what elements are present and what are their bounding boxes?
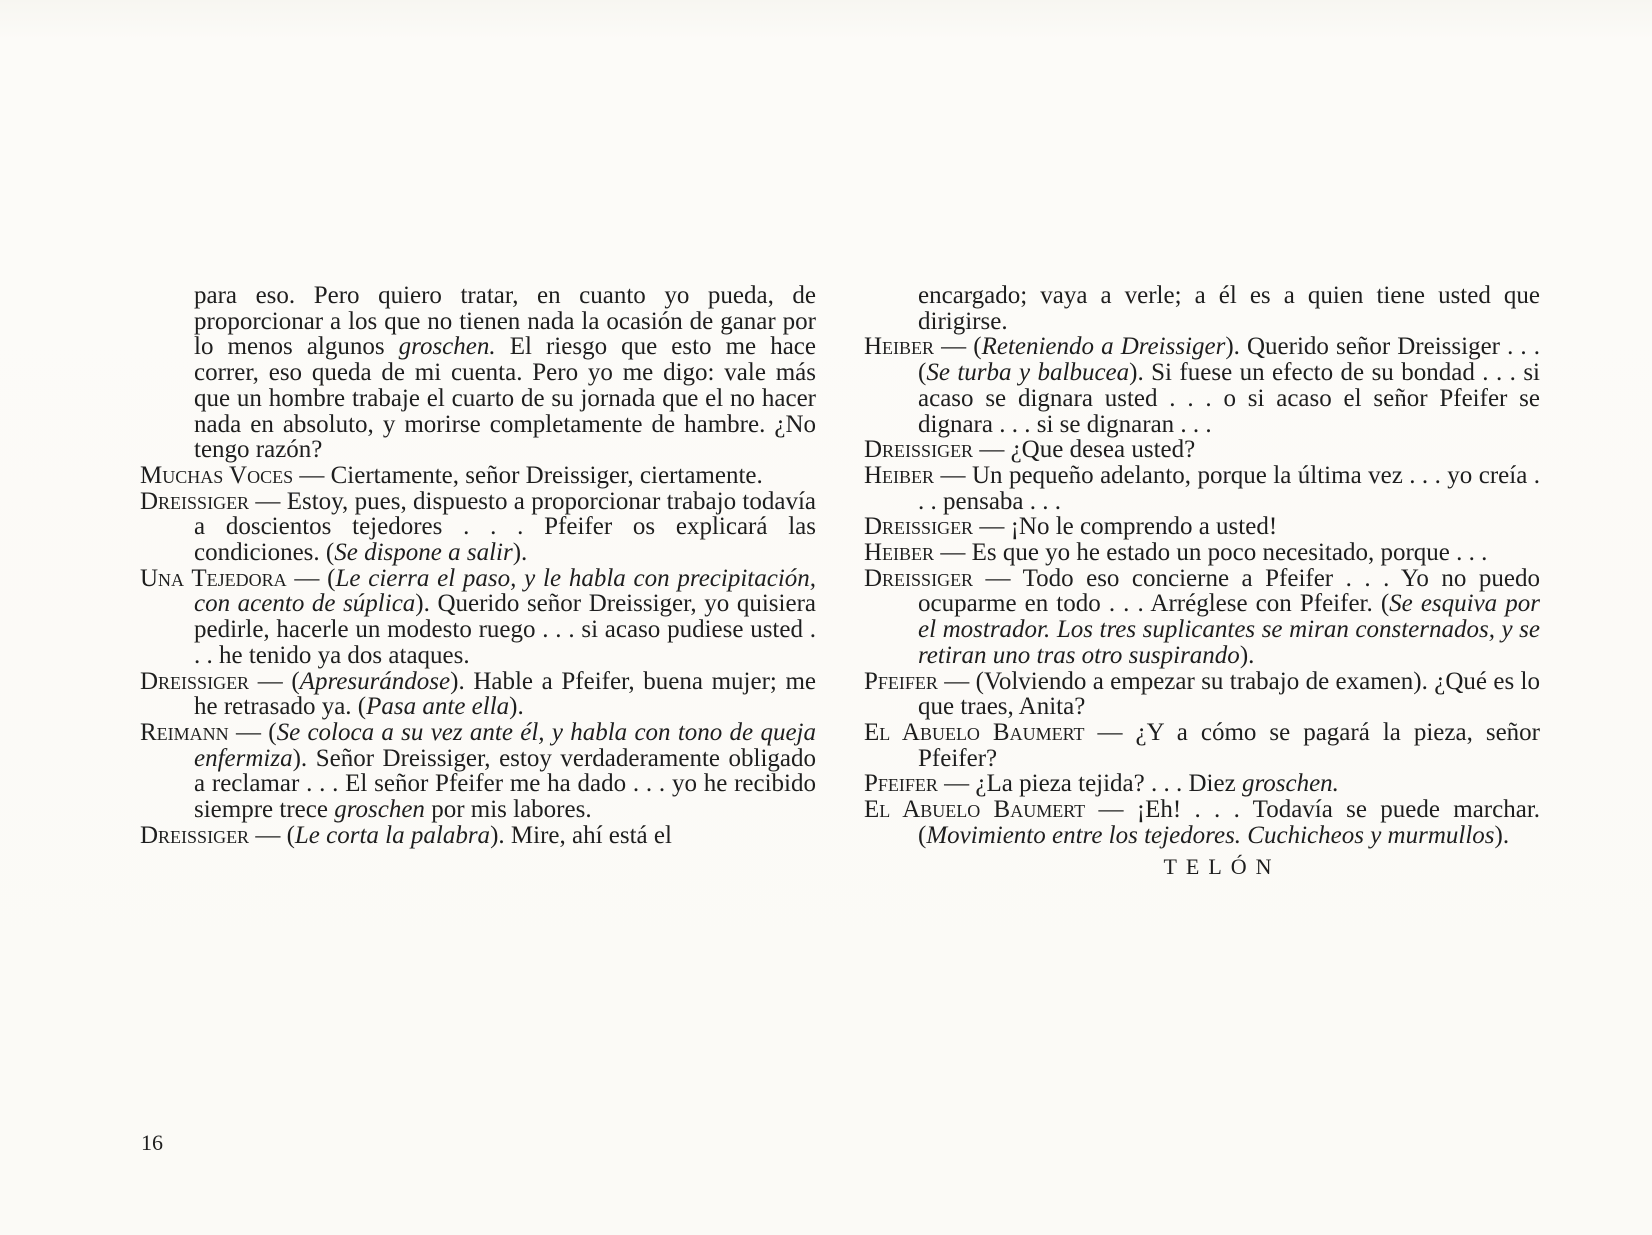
dialogue-paragraph: Dreissiger — ¡No le comprendo a usted! — [864, 513, 1278, 541]
dialogue-text: ). Señor Dreissiger, estoy verdaderamente obligado a reclamar . . . El señor Pfeifer me ha dado . . . yo he recibido siempre trece — [194, 744, 816, 824]
stage-direction-text: groschen. — [398, 333, 496, 361]
dialogue-paragraph: Dreissiger — (Apresurándose). Hable a Pfeifer, buena mujer; me he retrasado ya. (Pasa ante ella). — [140, 667, 817, 721]
dialogue-text: ). Si fuese un efecto de su bondad . . . si acaso se dignara usted . . . o si acaso el señor Pfeifer se dignara . . . si se dignaran . . . — [918, 359, 1540, 438]
dialogue-text: El riesgo que esto me hace correr, eso queda de mi cuenta. Pero yo me digo: vale más que un hombre trabaje el cuarto de su jornada que el no hacer nada en absoluto, y morirse completamente de hambre. ¿No tengo razón? — [194, 333, 816, 464]
stage-direction-text: Pasa ante ella — [366, 693, 510, 721]
right-column — [864, 283, 1540, 880]
stage-direction-text: Se turba y balbucea — [926, 359, 1130, 387]
dialogue-text: ¿La pieza tejida? . . . Diez — [975, 770, 1242, 798]
dialogue-text: ¡No le comprendo a usted! — [1010, 513, 1278, 541]
speaker-name: Reimann — [140, 718, 229, 746]
dialogue-paragraph: Reimann — (Se coloca a su vez ante él, y habla con tono de queja enfermiza). Señor Dreissiger, estoy verdaderamente obligado a reclamar . . . El señor Pfeifer me ha dado . . . yo he recibido siempre trece groschen por mis labores. — [140, 718, 816, 824]
stage-direction-text: Se esquiva por el mostrador. Los tres suplicantes se miran consternados, y se retiran uno tras otro suspirando — [918, 590, 1540, 669]
page-number: 16 — [141, 1130, 163, 1155]
continued-paragraph — [864, 283, 1540, 334]
stage-direction-text: Movimiento entre los tejedores. Cuchicheos y murmullos — [926, 821, 1495, 849]
speaker-name: El Abuelo Baumert — [864, 718, 1085, 746]
dialogue-text: ). — [1239, 641, 1255, 669]
dialogue-text: por mis labores. — [424, 796, 592, 824]
speaker-name: Dreissiger — [864, 564, 974, 592]
speaker-name: Muchas Voces — [140, 461, 294, 489]
dialogue-paragraph: El Abuelo Baumert — ¡Eh! . . . Todavía se puede marchar. (Movimiento entre los tejedores. Cuchicheos y murmullos). — [864, 796, 1541, 849]
dialogue-text: Ciertamente, señor Dreissiger, ciertamente. — [330, 461, 763, 489]
dialogue-paragraph: Muchas Voces — Ciertamente, señor Dreissiger, ciertamente. — [140, 461, 763, 489]
dialogue-text: ( — [286, 821, 295, 849]
continued-paragraph — [140, 283, 816, 463]
dialogue-text: ). — [512, 539, 528, 567]
dialogue-text: ( — [268, 718, 277, 746]
dialogue-paragraph: Dreissiger — Estoy, pues, dispuesto a proporcionar trabajo todavía a doscientos tejedores . . . Pfeifer os explicará las condiciones. (Se dispone a salir). — [140, 487, 816, 567]
stage-direction-text: Reteniendo a Dreissiger — [981, 333, 1226, 361]
stage-direction-text: Le cierra el paso, y le habla con precipitación, con acento de súplica — [194, 564, 817, 618]
speaker-name: Pfeifer — [864, 667, 938, 695]
dialogue-text: ). Mire, ahí está el — [490, 821, 672, 849]
speaker-name: Heiber — [864, 333, 935, 361]
speaker-name: Dreissiger — [140, 667, 250, 695]
dialogue-text: Todo eso concierne a Pfeifer . . . Yo no puedo ocuparme en todo . . . Arréglese con Pfeifer. ( — [918, 564, 1540, 618]
speaker-name: Heiber — [864, 461, 935, 489]
stage-direction-text: groschen. — [1241, 770, 1339, 798]
dialogue-paragraph: El Abuelo Baumert — ¿Y a cómo se pagará la pieza, señor Pfeifer? — [864, 718, 1540, 772]
dialogue-paragraph: Heiber — Es que yo he estado un poco necesitado, porque . . . — [864, 539, 1488, 567]
stage-direction-text: Le corta la palabra — [294, 821, 491, 849]
speaker-name: Pfeifer — [864, 770, 938, 798]
speaker-name: Dreissiger — [140, 487, 250, 515]
dialogue-text: Es que yo he estado un poco necesitado, porque . . . — [971, 539, 1488, 567]
stage-direction-text: Apresurándose — [299, 667, 451, 695]
speaker-name: Dreissiger — [864, 513, 974, 541]
speaker-name: Dreissiger — [140, 821, 250, 849]
dialogue-text: Un pequeño adelanto, porque la última vez . . . yo creía . . . pensaba . . . — [918, 461, 1541, 515]
dialogue-text: ¡Eh! . . . Todavía se puede marchar. ( — [918, 796, 1541, 849]
dialogue-paragraph: Pfeifer — ¿La pieza tejida? . . . Diez groschen. — [864, 770, 1339, 798]
left-column — [140, 283, 816, 848]
dialogue-paragraph: Una Tejedora — (Le cierra el paso, y le habla con precipitación, con acento de súplica). Querido señor Dreissiger, yo quisiera pedirle, hacerle un modesto ruego . . . si acaso pudiese usted . . . he tenido ya dos ataques. — [140, 564, 817, 669]
dialogue-text: ( — [327, 564, 336, 592]
speaker-name: Una Tejedora — [140, 564, 287, 592]
dialogue-text: ¿Que desea usted? — [1010, 436, 1196, 464]
dialogue-paragraph: Heiber — (Reteniendo a Dreissiger). Querido señor Dreissiger . . . (Se turba y balbucea). Si fuese un efecto de su bondad . . . si acaso se dignara usted . . . o si acaso el señor Pfeifer se dignara . . . si se dignaran . . . — [864, 333, 1541, 438]
dialogue-text: (Volviendo a empezar su trabajo de examen). ¿Qué es lo que traes, Anita? — [918, 667, 1540, 721]
dialogue-paragraph: Pfeifer — (Volviendo a empezar su trabajo de examen). ¿Qué es lo que traes, Anita? — [864, 667, 1540, 721]
dialogue-text: ( — [973, 333, 982, 361]
dialogue-text: ). — [1494, 821, 1510, 849]
dialogue-text: encargado; vaya a verle; a él es a quien tiene usted que dirigirse. — [918, 282, 1540, 335]
stage-direction-text: groschen — [334, 796, 425, 824]
dialogue-text: ). Querido señor Dreissiger . . . ( — [918, 333, 1541, 387]
dialogue-paragraph: Dreissiger — ¿Que desea usted? — [864, 436, 1196, 464]
dialogue-text: ¿Y a cómo se pagará la pieza, señor Pfeifer? — [918, 718, 1540, 772]
speaker-name: Dreissiger — [864, 436, 974, 464]
stage-direction-text: Se coloca a su vez ante él, y habla con tono de queja enfermiza — [194, 718, 816, 772]
dialogue-paragraph: Dreissiger — (Le corta la palabra). Mire, ahí está el — [140, 821, 672, 849]
dialogue-text: ( — [291, 667, 300, 695]
stage-direction-text: Se dispone a salir — [334, 539, 513, 567]
speaker-name: Heiber — [864, 539, 935, 567]
dialogue-text: ). Querido señor Dreissiger, yo quisiera pedirle, hacerle un modesto ruego . . . si acaso pudiese usted . . . he tenido ya dos ataques. — [194, 590, 816, 669]
dialogue-text: ). — [509, 693, 524, 721]
dialogue-text: para eso. Pero quiero tratar, en cuanto yo pueda, de proporcionar a los que no tienen nada la ocasión de ganar por lo menos algunos — [194, 282, 816, 361]
speaker-name: El Abuelo Baumert — [864, 796, 1086, 824]
dialogue-paragraph: Heiber — Un pequeño adelanto, porque la última vez . . . yo creía . . . pensaba . . . — [864, 461, 1541, 515]
dialogue-text: Estoy, pues, dispuesto a proporcionar trabajo todavía a doscientos tejedores . . . Pfeifer os explicará las condiciones. ( — [194, 487, 816, 567]
dialogue-text: ). Hable a Pfeifer, buena mujer; me he retrasado ya. ( — [194, 667, 817, 721]
dialogue-paragraph: Dreissiger — Todo eso concierne a Pfeifer . . . Yo no puedo ocuparme en todo . . . Arréglese con Pfeifer. (Se esquiva por el mostrador. Los tres suplicantes se miran consternados, y se retiran uno tras otro suspirando). — [864, 564, 1540, 669]
curtain-label: TELÓN — [1163, 854, 1281, 880]
